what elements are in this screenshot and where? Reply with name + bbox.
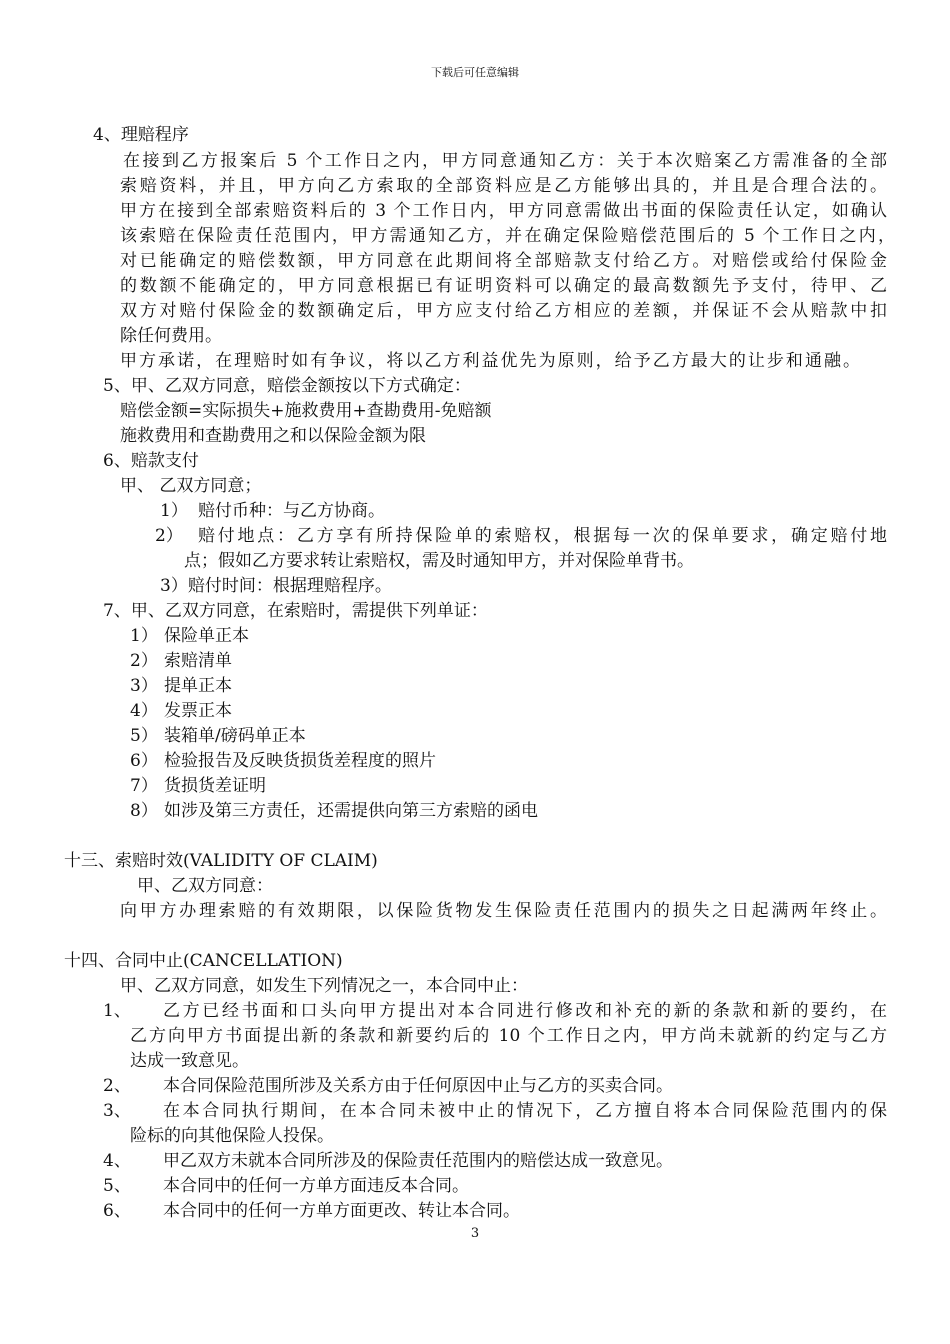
section-14-clause-1-line-2: 乙方向甲方书面提出新的条款和新要约后的 10 个工作日之内，甲方尚未就新的约定与乙方: [130, 1026, 887, 1046]
section-7-item-6-num: 6）: [130, 751, 158, 771]
section-13-line-2: 向甲方办理索赔的有效期限，以保险货物发生保险责任范围内的损失之日起满两年终止。: [120, 901, 887, 921]
section-14-clause-6: 本合同中的任何一方单方面更改、转让本合同。: [163, 1201, 520, 1221]
section-4-line-3: 甲方在接到全部索赔资料后的 3 个工作日内，甲方同意需做出书面的保险责任认定，如确认: [120, 201, 887, 221]
section-14-clause-4-num: 4、: [103, 1151, 131, 1171]
section-7-item-5: 装箱单/磅码单正本: [164, 726, 306, 746]
section-7-item-2-num: 2）: [130, 651, 158, 671]
section-7-item-4: 发票正本: [164, 701, 232, 721]
section-14-clause-1-num: 1、: [103, 1001, 131, 1021]
section-6-item-1: 赔付币种：与乙方协商。: [198, 501, 385, 521]
section-7-item-3: 提单正本: [164, 676, 232, 696]
section-7-item-8: 如涉及第三方责任，还需提供向第三方索赔的函电: [164, 801, 538, 821]
section-14-clause-3-num: 3、: [103, 1101, 131, 1121]
section-6-item-2-line-2: 点；假如乙方要求转让索赔权，需及时通知甲方，并对保险单背书。: [184, 551, 694, 571]
section-7-heading: 7、甲、乙双方同意，在索赔时，需提供下列单证：: [103, 601, 488, 621]
section-7-item-2: 索赔清单: [164, 651, 232, 671]
section-6-item-1-num: 1）: [160, 501, 188, 521]
section-6-intro: 甲、 乙双方同意；: [120, 476, 262, 496]
section-4-line-8: 除任何费用。: [120, 326, 222, 346]
section-6-heading: 6、赔款支付: [103, 451, 199, 471]
section-4-line-9: 甲方承诺，在理赔时如有争议，将以乙方利益优先为原则，给予乙方最大的让步和通融。: [120, 351, 860, 371]
section-7-item-3-num: 3）: [130, 676, 158, 696]
section-7-item-1: 保险单正本: [164, 626, 249, 646]
section-7-item-8-num: 8）: [130, 801, 158, 821]
section-14-heading: 十四、合同中止(CANCELLATION): [64, 951, 343, 971]
section-4-heading: 4、理赔程序: [93, 125, 189, 145]
section-5-heading: 5、甲、乙双方同意，赔偿金额按以下方式确定：: [103, 376, 471, 396]
section-4-line-2: 索赔资料，并且，甲方向乙方索取的全部资料应是乙方能够出具的，并且是合理合法的。: [120, 176, 887, 196]
section-13-line-1: 甲、乙双方同意：: [137, 876, 273, 896]
section-4-line-5: 对已能确定的赔偿数额，甲方同意在此期间将全部赔款支付给乙方。对赔偿或给付保险金: [120, 251, 887, 271]
section-14-clause-6-num: 6、: [103, 1201, 131, 1221]
section-5-formula: 赔偿金额=实际损失+施救费用+查勘费用-免赔额: [120, 401, 492, 421]
section-14-clause-1-line-1: 乙方已经书面和口头向甲方提出对本合同进行修改和补充的新的条款和新的要约，在: [163, 1001, 887, 1021]
section-14-clause-5-num: 5、: [103, 1176, 131, 1196]
page-number: 3: [470, 1226, 480, 1241]
section-14-clause-5: 本合同中的任何一方单方面违反本合同。: [163, 1176, 469, 1196]
section-14-clause-1-line-3: 达成一致意见。: [130, 1051, 249, 1071]
section-6-item-3: 3）赔付时间：根据理赔程序。: [160, 576, 392, 596]
section-14-clause-3-line-2: 险标的向其他保险人投保。: [130, 1126, 334, 1146]
section-7-item-4-num: 4）: [130, 701, 158, 721]
section-4-line-7: 双方对赔付保险金的数额确定后，甲方应支付给乙方相应的差额，并保证不会从赔款中扣: [120, 301, 887, 321]
section-14-clause-2-num: 2、: [103, 1076, 131, 1096]
section-4-line-6: 的数额不能确定的，甲方同意根据已有证明资料可以确定的最高数额先予支付，待甲、乙: [120, 276, 887, 296]
section-14-clause-2: 本合同保险范围所涉及关系方由于任何原因中止与乙方的买卖合同。: [163, 1076, 673, 1096]
section-4-line-1: 在接到乙方报案后 5 个工作日之内，甲方同意通知乙方：关于本次赔案乙方需准备的全部: [123, 151, 887, 171]
section-7-item-6: 检验报告及反映货损货差程度的照片: [164, 751, 436, 771]
section-6-item-2-line-1: 赔付地点：乙方享有所持保险单的索赔权，根据每一次的保单要求，确定赔付地: [198, 526, 887, 546]
section-7-item-5-num: 5）: [130, 726, 158, 746]
section-5-limit: 施救费用和查勘费用之和以保险金额为限: [120, 426, 426, 446]
section-14-clause-4: 甲乙双方未就本合同所涉及的保险责任范围内的赔偿达成一致意见。: [163, 1151, 673, 1171]
section-7-item-1-num: 1）: [130, 626, 158, 646]
section-13-heading: 十三、索赔时效(VALIDITY OF CLAIM): [64, 851, 378, 871]
section-7-item-7: 货损货差证明: [164, 776, 266, 796]
section-4-line-4: 该索赔在保险责任范围内，甲方需通知乙方，并在确定保险赔偿范围后的 5 个工作日之内，: [120, 226, 895, 246]
section-14-intro: 甲、乙双方同意，如发生下列情况之一，本合同中止：: [120, 976, 528, 996]
section-14-clause-3-line-1: 在本合同执行期间，在本合同未被中止的情况下，乙方擅自将本合同保险范围内的保: [163, 1101, 887, 1121]
header-note: 下载后可任意编辑: [431, 66, 519, 79]
section-6-item-2-num: 2）: [155, 526, 183, 546]
section-7-item-7-num: 7）: [130, 776, 158, 796]
